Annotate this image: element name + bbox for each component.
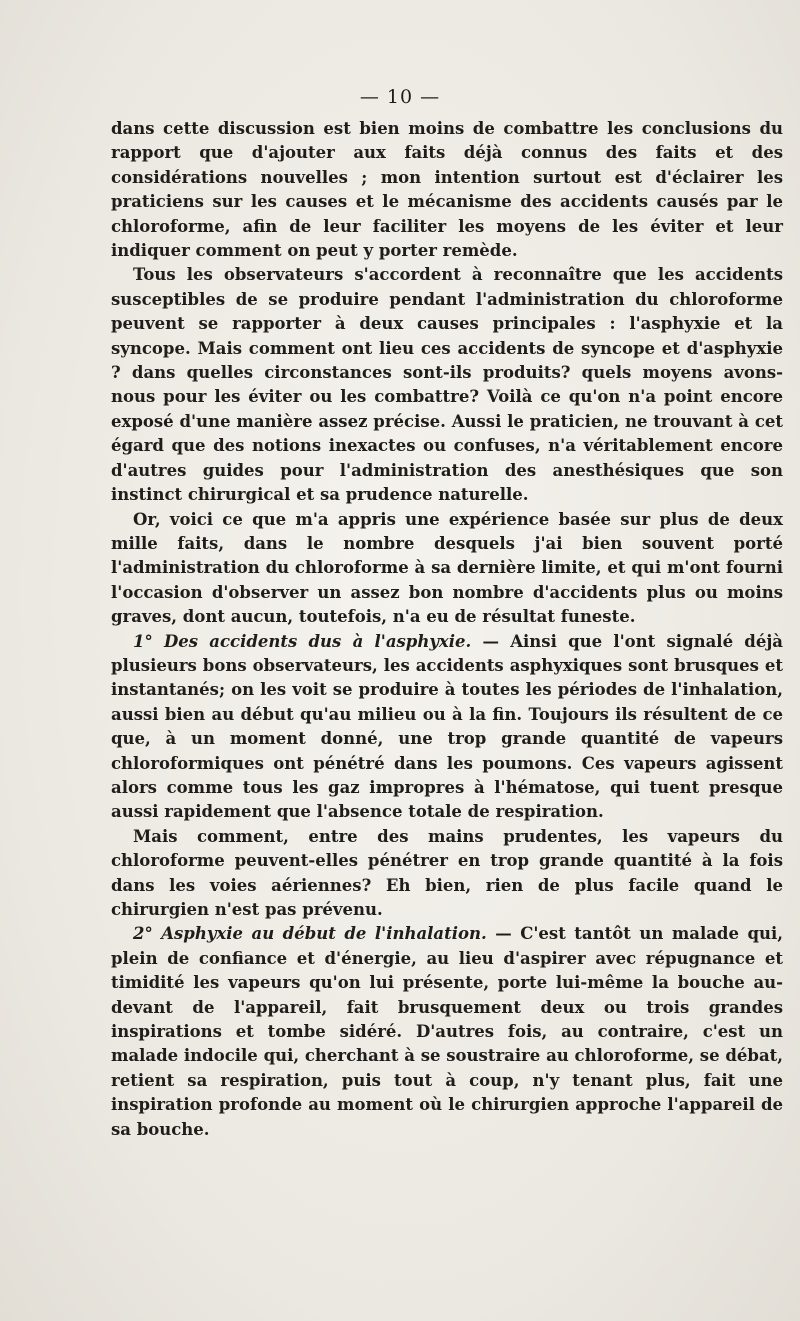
section-heading: 2° Asphyxie au début de l'inhalation. bbox=[133, 924, 487, 944]
section-heading: 1° Des accidents dus à l'asphyxie. bbox=[133, 631, 472, 651]
paragraph-3 bbox=[111, 508, 783, 630]
body-text bbox=[111, 117, 783, 1142]
paragraph-text: — C'est tantôt un malade qui, plein de confiance et d'énergie, au lieu d'aspirer avec répugnance et timidité les vapeurs qu'on lui présente, porte lui-même la bouche au-devant de l'appareil, fait brusquement deux ou trois grandes inspirations et tombe sidéré. D'autres fois, au contraire, c'est un malade indocile qui, cherchant à se soustraire au chloroforme, se débat, retient sa respiration, puis tout à coup, n'y tenant plus, fait une inspiration profonde au moment où le chirurgien approche l'appareil de sa bouche. bbox=[111, 924, 783, 1139]
paragraph-text: Mais comment, entre des mains prudentes, les vapeurs du chloroforme peuvent-elles pénétrer en trop grande quantité à la fois dans les voies aériennes? Eh bien, rien de plus facile quand le chirurgien n'est pas prévenu. bbox=[111, 826, 783, 919]
page-number: — 10 — bbox=[359, 86, 441, 108]
paragraph-5 bbox=[111, 825, 783, 923]
paragraph-text: dans cette discussion est bien moins de combattre les conclusions du rapport que d'ajouter aux faits déjà connus des faits et des considérations nouvelles ; mon intention surtout est d'éclairer les praticiens sur les causes et le mécanisme des accidents causés par le chloroforme, afin de leur faciliter les moyens de les éviter et leur indiquer comment on peut y porter remède. bbox=[111, 119, 783, 261]
paragraph-6 bbox=[111, 922, 783, 1142]
paragraph-text: — Ainsi que l'ont signalé déjà plusieurs bons observateurs, les accidents asphyxiques sont brusques et instantanés; on les voit se produire à toutes les périodes de l'inhalation, aussi bien au début qu'au milieu ou à la fin. Toujours ils résultent de ce que, à un moment donné, une trop grande quantité de vapeurs chloroformiques ont pénétré dans les poumons. Ces vapeurs agissent alors comme tous les gaz impropres à l'hématose, qui tuent presque aussi rapidement que l'absence totale de respiration. bbox=[111, 631, 783, 822]
paragraph-4 bbox=[111, 630, 783, 825]
paragraph-1 bbox=[111, 117, 783, 263]
paragraph-text: Tous les observateurs s'accordent à reconnaître que les accidents susceptibles de se produire pendant l'administration du chloroforme peuvent se rapporter à deux causes principales : l'asphyxie et la syncope. Mais comment ont lieu ces accidents de syncope et d'asphyxie ? dans quelles circonstances sont-ils produits? quels moyens avons-nous pour les éviter ou les combattre? Voilà ce qu'on n'a point encore exposé d'une manière assez précise. Aussi le praticien, ne trouvant à cet égard que des notions inexactes ou confuses, n'a véritablement encore d'autres guides pour l'administration des anesthésiques que son instinct chirurgical et sa prudence naturelle. bbox=[111, 265, 783, 505]
paragraph-2 bbox=[111, 263, 783, 507]
paragraph-text: Or, voici ce que m'a appris une expérience basée sur plus de deux mille faits, dans le nombre desquels j'ai bien souvent porté l'administration du chloroforme à sa dernière limite, et qui m'ont fourni l'occasion d'observer un assez bon nombre d'accidents plus ou moins graves, dont aucun, toutefois, n'a eu de résultat funeste. bbox=[111, 509, 783, 627]
